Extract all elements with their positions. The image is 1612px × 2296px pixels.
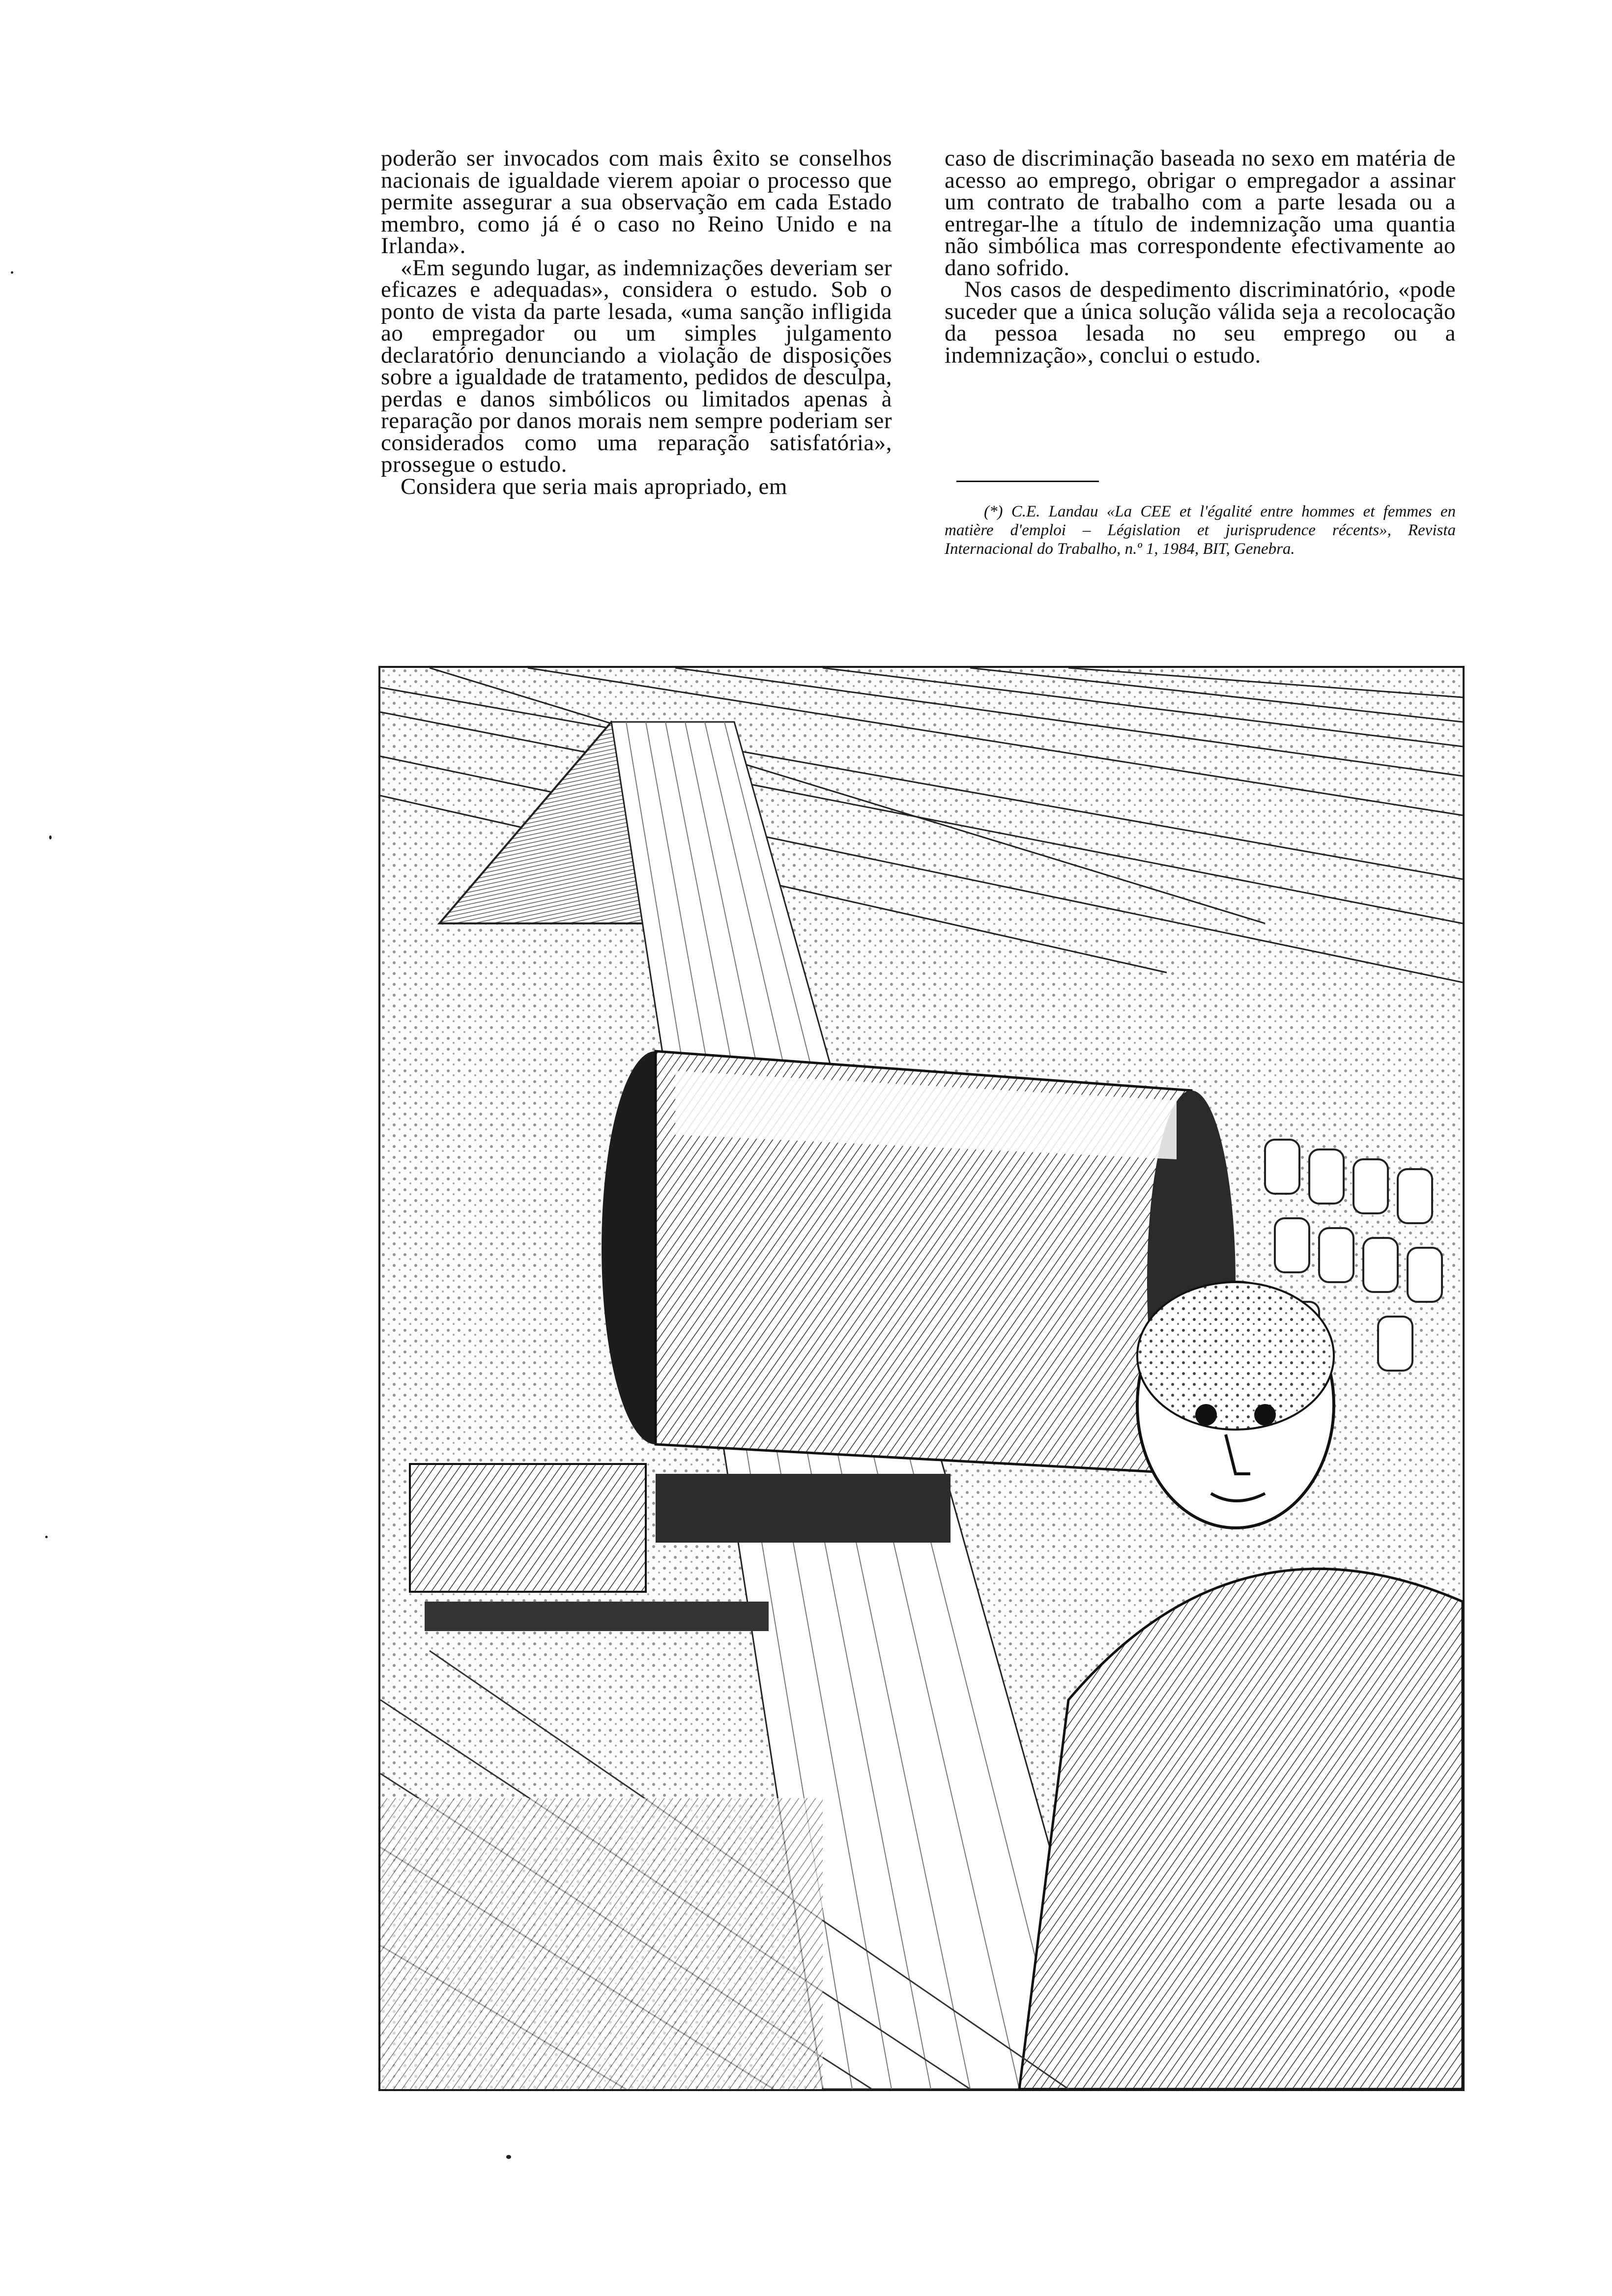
photo-illustration xyxy=(380,668,1463,2089)
article-column-right xyxy=(945,147,1456,366)
floor-texture xyxy=(380,1798,823,2089)
print-speck xyxy=(45,1536,48,1538)
paragraph: Considera que seria mais apropriado, em xyxy=(401,473,787,499)
article-column-left xyxy=(381,147,892,497)
paragraph: poderão ser invocados com mais êxito se conselhos nacionais de igualdade vierem apoiar o processo que permite assegurar a sua observação em cada Estado membro, como já é o caso no Reino Unido e na Irlanda». xyxy=(381,145,892,258)
paragraph: «Em segundo lugar, as indemnizações deveriam ser eficazes e adequadas», considera o estudo. Sob o ponto de vista da parte lesada, «uma sanção infligida ao empregador ou um simples julgamento declaratório denunciando a violação de disposições sobre a igualdade de tratamento, pedidos de desculpa, perdas e danos simbólicos ou limitados apenas à reparação por danos morais nem sempre poderiam ser considerados como uma reparação satisfatória», prossegue o estudo. xyxy=(381,255,892,477)
footnote: (*) C.E. Landau «La CEE et l'égalité entre hommes et femmes en matière d'emploi – Législation et jurisprudence récents», Revista Internacional do Trabalho, n.º 1, 1984, BIT, Genebra. xyxy=(945,503,1456,558)
print-speck xyxy=(506,2155,511,2159)
print-speck xyxy=(11,271,13,274)
print-speck xyxy=(49,835,52,839)
footnote-divider xyxy=(956,481,1099,482)
textile-loom-worker-photo xyxy=(378,666,1465,2091)
paragraph: Nos casos de despedimento discriminatório, «pode suceder que a única solução válida seja a recolocação da pessoa lesada no seu emprego ou a indemnização», conclui o estudo. xyxy=(945,277,1456,368)
paragraph: caso de discriminação baseada no sexo em matéria de acesso ao emprego, obrigar o empregador a assinar um contrato de trabalho com a parte lesada ou a entregar-lhe a título de indemnização uma quantia não simbólica mas correspondente efectivamente ao dano sofrido. xyxy=(945,145,1456,281)
